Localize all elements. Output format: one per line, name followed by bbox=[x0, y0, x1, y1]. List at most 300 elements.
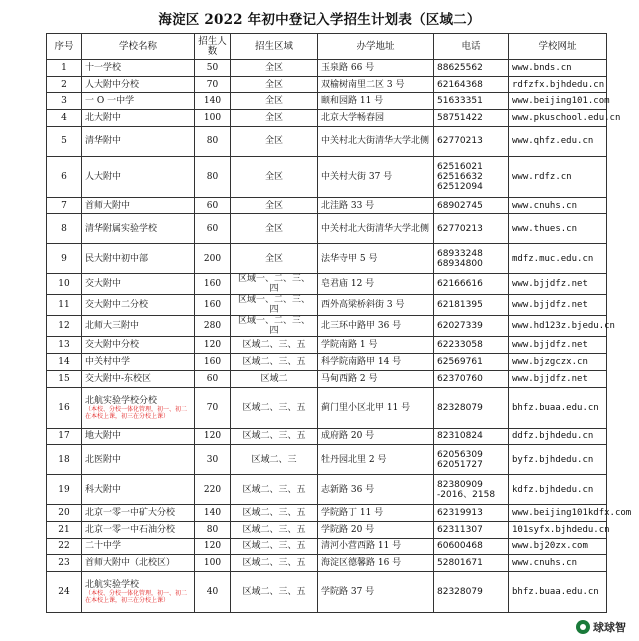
cell-phone-text: 82310824 bbox=[437, 431, 483, 442]
cell-school-name bbox=[82, 505, 195, 522]
cell-address-text: 志新路 36 号 bbox=[321, 484, 375, 495]
cell-address bbox=[318, 370, 434, 387]
cell-quota-text: 30 bbox=[206, 454, 219, 465]
cell-quota bbox=[195, 521, 231, 538]
cell-phone bbox=[434, 387, 509, 428]
cell-index-text: 10 bbox=[58, 279, 70, 290]
cell-area bbox=[231, 428, 318, 445]
cell-quota bbox=[195, 387, 231, 428]
cell-school-name-text: 二十中学 bbox=[85, 541, 122, 552]
cell-phone-text: 82328079 bbox=[437, 402, 483, 413]
cell-phone bbox=[434, 555, 509, 572]
cell-area-text: 全区 bbox=[264, 171, 283, 182]
cell-quota bbox=[195, 354, 231, 371]
cell-area bbox=[231, 505, 318, 522]
cell-website-text: kdfz.bjhdedu.cn bbox=[512, 484, 594, 495]
cell-phone-text: 62233058 bbox=[437, 340, 483, 351]
cell-phone bbox=[434, 538, 509, 555]
cell-quota bbox=[195, 538, 231, 555]
cell-phone bbox=[434, 337, 509, 354]
cell-school-name-text: 清华附属实验学校 bbox=[85, 223, 158, 234]
cell-index bbox=[47, 197, 82, 214]
cell-website-text: www.rdfz.cn bbox=[512, 171, 572, 182]
cell-website-text: bhfz.buaa.edu.cn bbox=[512, 586, 599, 597]
cell-address-text: 学院路丁 11 号 bbox=[321, 508, 384, 519]
cell-website bbox=[509, 387, 607, 428]
cell-address-text: 北洼路 33 号 bbox=[321, 200, 375, 211]
cell-phone bbox=[434, 214, 509, 244]
cell-area bbox=[231, 126, 318, 156]
cell-index bbox=[47, 244, 82, 274]
cell-address bbox=[318, 387, 434, 428]
cell-index-text: 24 bbox=[58, 586, 70, 597]
cell-index bbox=[47, 555, 82, 572]
cell-quota-text: 120 bbox=[203, 431, 222, 442]
table-row bbox=[47, 571, 607, 612]
cell-address-text: 西外高梁桥斜街 3 号 bbox=[321, 300, 405, 311]
cell-area-text: 区域二、三、五 bbox=[242, 340, 306, 351]
cell-school-name bbox=[82, 244, 195, 274]
cell-website-text: www.qhfz.edu.cn bbox=[512, 136, 594, 147]
cell-address-text: 中关村大街 37 号 bbox=[321, 171, 393, 182]
cell-quota-text: 60 bbox=[206, 373, 219, 384]
cell-quota-text: 220 bbox=[203, 484, 222, 495]
cell-area-text: 全区 bbox=[264, 79, 283, 90]
cell-phone-text: 51633351 bbox=[437, 96, 483, 107]
cell-address bbox=[318, 60, 434, 77]
cell-phone-text: 62516021 62516632 62512094 bbox=[437, 161, 483, 192]
cell-area-text: 全区 bbox=[264, 223, 283, 234]
cell-website-text: www.bnds.cn bbox=[512, 62, 572, 73]
cell-area-text: 区域二、三、五 bbox=[242, 508, 306, 519]
cell-index-text: 15 bbox=[58, 373, 70, 384]
cell-phone bbox=[434, 521, 509, 538]
cell-school-name-text: 一 O 一中学 bbox=[85, 96, 135, 107]
cell-website bbox=[509, 538, 607, 555]
cell-school-name-text: 北师大三附中 bbox=[85, 321, 140, 332]
cell-website bbox=[509, 445, 607, 475]
cell-quota-text: 60 bbox=[206, 223, 219, 234]
cell-school-name-text: 北大附中 bbox=[85, 112, 122, 123]
cell-phone bbox=[434, 244, 509, 274]
cell-school-name bbox=[82, 445, 195, 475]
cell-index-text: 19 bbox=[58, 484, 70, 495]
cell-quota bbox=[195, 60, 231, 77]
cell-area-text: 区域二、三 bbox=[251, 454, 297, 465]
table-row bbox=[47, 354, 607, 371]
cell-quota bbox=[195, 197, 231, 214]
cell-website bbox=[509, 475, 607, 505]
cell-address-text: 皂君庙 12 号 bbox=[321, 279, 375, 290]
cell-area bbox=[231, 110, 318, 127]
cell-index-text: 22 bbox=[58, 541, 70, 552]
cell-address-text: 牡丹园北里 2 号 bbox=[321, 454, 387, 465]
cell-school-name-text: 中关村中学 bbox=[85, 356, 131, 367]
cell-index bbox=[47, 571, 82, 612]
cell-address-text: 马甸西路 2 号 bbox=[321, 373, 378, 384]
cell-index bbox=[47, 475, 82, 505]
table-row bbox=[47, 445, 607, 475]
wechat-circle-icon bbox=[576, 620, 590, 634]
cell-quota bbox=[195, 428, 231, 445]
cell-index-text: 11 bbox=[58, 300, 70, 311]
cell-index-text: 16 bbox=[58, 402, 70, 413]
cell-phone-text: 62770213 bbox=[437, 136, 483, 147]
cell-school-name-text: 交大附中分校 bbox=[85, 340, 140, 351]
cell-phone bbox=[434, 370, 509, 387]
cell-index bbox=[47, 354, 82, 371]
cell-index-text: 7 bbox=[61, 200, 67, 211]
cell-quota bbox=[195, 571, 231, 612]
cell-area-text: 区域二、三、五 bbox=[242, 524, 306, 535]
cell-quota-text: 60 bbox=[206, 200, 219, 211]
cell-website bbox=[509, 197, 607, 214]
table-row bbox=[47, 93, 607, 110]
cell-index bbox=[47, 295, 82, 316]
cell-address-text: 学院路 37 号 bbox=[321, 586, 375, 597]
cell-website bbox=[509, 316, 615, 337]
table-row bbox=[47, 295, 607, 316]
cell-area bbox=[231, 354, 318, 371]
cell-index-text: 9 bbox=[61, 253, 67, 264]
cell-area bbox=[231, 538, 318, 555]
cell-phone-text: 62770213 bbox=[437, 223, 483, 234]
cell-school-name bbox=[82, 295, 195, 316]
cell-website bbox=[509, 505, 632, 522]
table-row bbox=[47, 126, 607, 156]
cell-school-name-text: 交大附中二分校 bbox=[85, 300, 149, 311]
cell-website bbox=[509, 571, 607, 612]
cell-area bbox=[231, 197, 318, 214]
cell-address bbox=[318, 197, 434, 214]
cell-quota bbox=[195, 555, 231, 572]
table-row bbox=[47, 370, 607, 387]
cell-area bbox=[231, 337, 318, 354]
cell-index-text: 12 bbox=[58, 321, 70, 332]
cell-area-text: 区域二、三、五 bbox=[242, 402, 306, 413]
cell-address-text: 学院南路 1 号 bbox=[321, 340, 378, 351]
cell-area bbox=[231, 316, 318, 337]
cell-index-text: 23 bbox=[58, 558, 70, 569]
cell-address-text: 中关村北大街清华大学北侧 bbox=[321, 136, 430, 147]
cell-school-name bbox=[82, 93, 195, 110]
cell-area bbox=[231, 156, 318, 197]
cell-quota-text: 200 bbox=[203, 253, 222, 264]
header-school-name: 学校名称 bbox=[82, 34, 195, 60]
enrollment-plan-table bbox=[46, 33, 632, 613]
cell-phone-text: 62166616 bbox=[437, 279, 483, 290]
cell-quota bbox=[195, 295, 231, 316]
cell-address-text: 成府路 20 号 bbox=[321, 431, 375, 442]
cell-index-text: 6 bbox=[61, 171, 67, 182]
cell-school-name bbox=[82, 214, 195, 244]
cell-school-name-text: 科大附中 bbox=[85, 484, 122, 495]
cell-website bbox=[509, 428, 607, 445]
cell-quota-text: 100 bbox=[203, 112, 222, 123]
header-index: 序号 bbox=[47, 34, 82, 60]
cell-website bbox=[509, 76, 607, 93]
cell-phone bbox=[434, 505, 509, 522]
cell-school-name bbox=[82, 354, 195, 371]
table-row bbox=[47, 538, 607, 555]
table-row bbox=[47, 337, 607, 354]
cell-index bbox=[47, 538, 82, 555]
cell-school-name bbox=[82, 428, 195, 445]
cell-phone bbox=[434, 475, 509, 505]
cell-area-text: 区域二、三、五 bbox=[242, 586, 306, 597]
cell-quota-text: 120 bbox=[203, 541, 222, 552]
table-row bbox=[47, 244, 607, 274]
cell-school-name bbox=[82, 60, 195, 77]
cell-school-name-text: 地大附中 bbox=[85, 431, 122, 442]
cell-area bbox=[231, 387, 318, 428]
cell-school-name bbox=[82, 337, 195, 354]
cell-school-name bbox=[82, 370, 195, 387]
cell-area bbox=[231, 244, 318, 274]
cell-address-text: 双榆树南里二区 3 号 bbox=[321, 79, 405, 90]
cell-school-name-text: 民大附中初中部 bbox=[85, 253, 149, 264]
table-row bbox=[47, 274, 607, 295]
cell-website-text: www.bjjdfz.net bbox=[512, 279, 588, 290]
cell-phone bbox=[434, 445, 509, 475]
table-row bbox=[47, 428, 607, 445]
cell-website-text: bhfz.buaa.edu.cn bbox=[512, 402, 599, 413]
cell-address bbox=[318, 337, 434, 354]
cell-phone-text: 82328079 bbox=[437, 586, 483, 597]
cell-area-text: 区域二、三、五 bbox=[242, 484, 306, 495]
cell-index bbox=[47, 370, 82, 387]
cell-phone bbox=[434, 274, 509, 295]
cell-address-text: 颐和园路 11 号 bbox=[321, 96, 384, 107]
cell-area bbox=[231, 571, 318, 612]
cell-website bbox=[509, 110, 621, 127]
cell-address bbox=[318, 428, 434, 445]
cell-index bbox=[47, 274, 82, 295]
cell-address-text: 中关村北大街清华大学北侧 bbox=[321, 223, 430, 234]
cell-area bbox=[231, 370, 318, 387]
cell-phone bbox=[434, 156, 509, 197]
cell-quota bbox=[195, 370, 231, 387]
cell-school-name-text: 北航实验学校 bbox=[85, 579, 140, 590]
cell-website-text: www.beijing101.com bbox=[512, 96, 610, 107]
cell-area-text: 全区 bbox=[264, 62, 283, 73]
table-row bbox=[47, 387, 607, 428]
cell-area-text: 区域二 bbox=[260, 373, 288, 384]
cell-quota bbox=[195, 126, 231, 156]
cell-quota-text: 70 bbox=[206, 79, 219, 90]
cell-website-text: www.pkuschool.edu.cn bbox=[512, 112, 621, 123]
cell-quota bbox=[195, 110, 231, 127]
cell-quota-text: 70 bbox=[206, 402, 219, 413]
cell-index bbox=[47, 387, 82, 428]
cell-phone bbox=[434, 295, 509, 316]
cell-address bbox=[318, 505, 434, 522]
cell-school-name bbox=[82, 197, 195, 214]
cell-school-name bbox=[82, 110, 195, 127]
cell-index bbox=[47, 93, 82, 110]
cell-area-text: 区域二、三、五 bbox=[242, 541, 306, 552]
table-row bbox=[47, 214, 607, 244]
cell-area-text: 全区 bbox=[264, 136, 283, 147]
cell-area-text: 区域二、三、五 bbox=[242, 356, 306, 367]
cell-phone-text: 60600468 bbox=[437, 541, 483, 552]
cell-phone-text: 62370760 bbox=[437, 373, 483, 384]
cell-website bbox=[509, 370, 607, 387]
cell-website-text: www.thues.cn bbox=[512, 223, 578, 234]
cell-area-text: 全区 bbox=[264, 96, 283, 107]
cell-website bbox=[509, 295, 607, 316]
cell-index-text: 20 bbox=[58, 508, 70, 519]
cell-school-name-text: 人大附中分校 bbox=[85, 79, 140, 90]
table-row bbox=[47, 505, 607, 522]
cell-phone bbox=[434, 316, 509, 337]
cell-index-text: 5 bbox=[61, 136, 67, 147]
cell-index-text: 21 bbox=[58, 524, 70, 535]
cell-address bbox=[318, 76, 434, 93]
cell-phone bbox=[434, 76, 509, 93]
cell-address-text: 北三环中路甲 36 号 bbox=[321, 321, 402, 332]
cell-area-text: 区域一、二、三、四 bbox=[237, 295, 310, 316]
cell-phone bbox=[434, 93, 509, 110]
cell-address bbox=[318, 354, 434, 371]
cell-index bbox=[47, 505, 82, 522]
cell-area-text: 区域二、三、五 bbox=[242, 558, 306, 569]
cell-phone bbox=[434, 354, 509, 371]
watermark-text: 球球智 bbox=[593, 621, 626, 634]
cell-area-text: 全区 bbox=[264, 200, 283, 211]
table-row bbox=[47, 521, 607, 538]
cell-phone-text: 68933248 68934800 bbox=[437, 248, 483, 269]
cell-school-name-text: 十一学校 bbox=[85, 62, 122, 73]
cell-area-text: 区域一、二、三、四 bbox=[237, 316, 310, 337]
header-quota: 招生人数 bbox=[195, 34, 231, 60]
cell-website-text: rdfzfx.bjhdedu.cn bbox=[512, 79, 605, 90]
cell-index bbox=[47, 428, 82, 445]
cell-school-name bbox=[82, 475, 195, 505]
header-website: 学校网址 bbox=[509, 34, 607, 60]
cell-phone bbox=[434, 571, 509, 612]
cell-index bbox=[47, 337, 82, 354]
cell-area bbox=[231, 521, 318, 538]
cell-phone-text: 62056309 62051727 bbox=[437, 449, 483, 470]
cell-quota-text: 50 bbox=[206, 62, 219, 73]
cell-area bbox=[231, 93, 318, 110]
cell-phone bbox=[434, 126, 509, 156]
document-title: 海淀区 2022 年初中登记入学招生计划表（区域二） bbox=[158, 12, 481, 28]
cell-address bbox=[318, 445, 434, 475]
cell-phone-text: 62181395 bbox=[437, 300, 483, 311]
cell-quota bbox=[195, 505, 231, 522]
cell-index bbox=[47, 316, 82, 337]
cell-area bbox=[231, 445, 318, 475]
cell-phone-text: 62164368 bbox=[437, 79, 483, 90]
cell-address bbox=[318, 110, 434, 127]
cell-area bbox=[231, 274, 318, 295]
cell-index bbox=[47, 156, 82, 197]
cell-address bbox=[318, 93, 434, 110]
cell-address bbox=[318, 521, 434, 538]
cell-index bbox=[47, 110, 82, 127]
cell-area bbox=[231, 295, 318, 316]
cell-quota bbox=[195, 316, 231, 337]
cell-phone bbox=[434, 60, 509, 77]
cell-website bbox=[509, 354, 607, 371]
cell-school-name-text: 北京一零一中矿大分校 bbox=[85, 508, 176, 519]
cell-school-name-text: 北医附中 bbox=[85, 454, 122, 465]
cell-school-name bbox=[82, 274, 195, 295]
cell-address bbox=[318, 538, 434, 555]
cell-website bbox=[509, 126, 607, 156]
cell-area bbox=[231, 76, 318, 93]
cell-index-text: 8 bbox=[61, 223, 67, 234]
cell-phone-text: 68902745 bbox=[437, 200, 483, 211]
cell-index-text: 1 bbox=[61, 62, 67, 73]
cell-website-text: 101syfx.bjhdedu.cn bbox=[512, 524, 610, 535]
table-row bbox=[47, 60, 607, 77]
cell-index-text: 14 bbox=[58, 356, 70, 367]
cell-website bbox=[509, 337, 607, 354]
header-area: 招生区域 bbox=[231, 34, 318, 60]
cell-address bbox=[318, 244, 434, 274]
cell-quota-text: 140 bbox=[203, 508, 222, 519]
cell-index-text: 2 bbox=[61, 79, 67, 90]
cell-website bbox=[509, 214, 607, 244]
table-header-row bbox=[47, 34, 607, 60]
cell-school-name-text: 清华附中 bbox=[85, 136, 122, 147]
cell-address bbox=[318, 316, 434, 337]
header-address: 办学地址 bbox=[318, 34, 434, 60]
cell-school-name bbox=[82, 126, 195, 156]
table-row bbox=[47, 316, 607, 337]
cell-address-text: 法华寺甲 5 号 bbox=[321, 253, 378, 264]
cell-school-name-text: 首师大附中 bbox=[85, 200, 131, 211]
cell-website-text: mdfz.muc.edu.cn bbox=[512, 253, 594, 264]
cell-school-name-text: 交大附中 bbox=[85, 279, 122, 290]
cell-phone bbox=[434, 428, 509, 445]
cell-area bbox=[231, 475, 318, 505]
cell-school-name-text: 人大附中 bbox=[85, 171, 122, 182]
cell-index bbox=[47, 60, 82, 77]
cell-phone-text: 62569761 bbox=[437, 356, 483, 367]
cell-quota bbox=[195, 244, 231, 274]
cell-area bbox=[231, 214, 318, 244]
cell-website bbox=[509, 60, 607, 77]
cell-index-text: 4 bbox=[61, 112, 67, 123]
cell-index-text: 18 bbox=[58, 454, 70, 465]
cell-address-text: 科学院南路甲 14 号 bbox=[321, 356, 402, 367]
cell-area-text: 区域一、二、三、四 bbox=[237, 274, 310, 295]
cell-quota-text: 160 bbox=[203, 279, 222, 290]
cell-school-name bbox=[82, 76, 195, 93]
table-row bbox=[47, 110, 607, 127]
cell-area-text: 全区 bbox=[264, 253, 283, 264]
cell-phone-text: 62311307 bbox=[437, 524, 483, 535]
cell-quota-text: 280 bbox=[203, 321, 222, 332]
cell-address bbox=[318, 126, 434, 156]
cell-phone bbox=[434, 197, 509, 214]
cell-website-text: www.bjjdfz.net bbox=[512, 300, 588, 311]
cell-website-text: ddfz.bjhdedu.cn bbox=[512, 431, 594, 442]
cell-website bbox=[509, 93, 610, 110]
cell-school-name-text: 交大附中-东校区 bbox=[85, 373, 152, 384]
cell-school-name bbox=[82, 521, 195, 538]
cell-address bbox=[318, 214, 434, 244]
cell-website-text: www.bjzgczx.cn bbox=[512, 356, 588, 367]
cell-quota bbox=[195, 337, 231, 354]
cell-website-text: www.cnuhs.cn bbox=[512, 558, 578, 569]
cell-address-text: 玉泉路 66 号 bbox=[321, 62, 375, 73]
cell-school-name bbox=[82, 555, 195, 572]
